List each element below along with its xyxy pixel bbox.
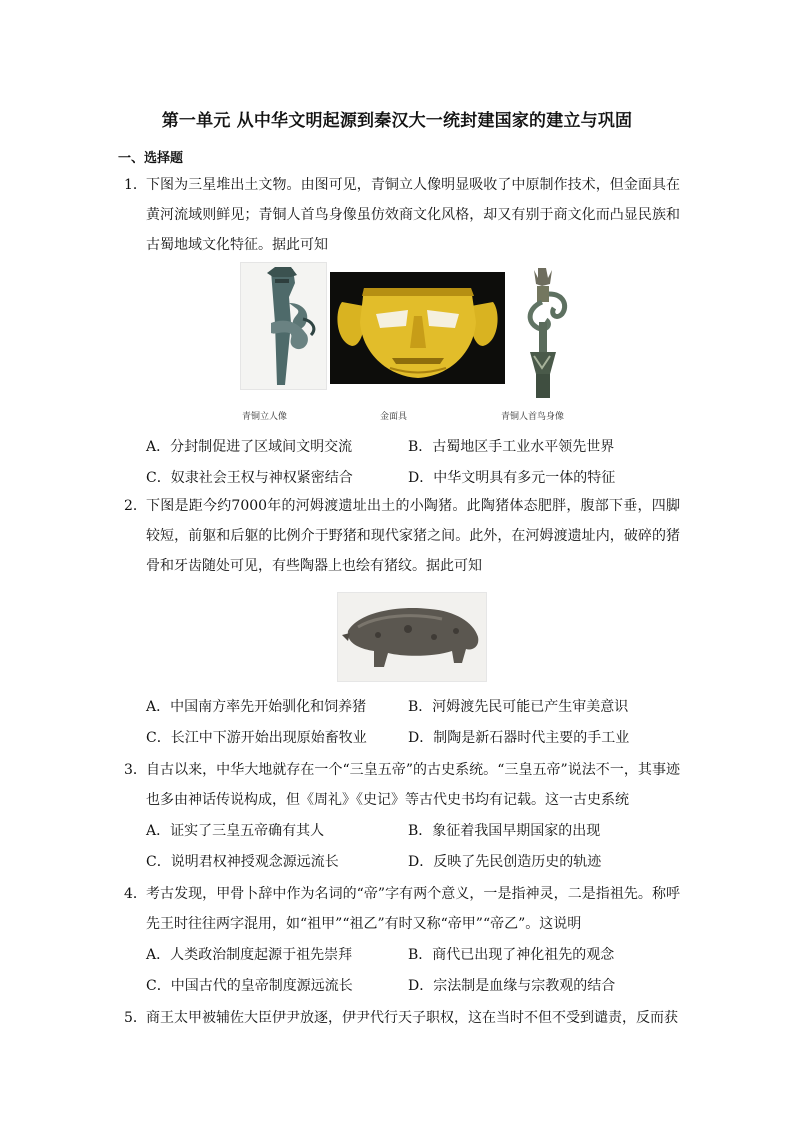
option-b[interactable]: B．河姆渡先民可能已产生审美意识 xyxy=(408,699,629,715)
question-stem: 考古发现，甲骨卜辞中作为名词的“帝”字有两个意义，一是指神灵，二是指祖先。称呼先王时往往两字混用，如“祖甲”“祖乙”有时又称“帝甲”“帝乙”。这说明 xyxy=(146,886,680,932)
option-a[interactable]: A．分封制促进了区域间文明交流 xyxy=(146,439,353,455)
figure-caption: 青铜立人像 xyxy=(242,412,288,422)
option-a[interactable]: A．人类政治制度起源于祖先崇拜 xyxy=(146,947,353,963)
option-d[interactable]: D．反映了先民创造历史的轨迹 xyxy=(408,854,602,870)
option-b[interactable]: B．象征着我国早期国家的出现 xyxy=(408,823,601,839)
question-stem: 商王太甲被辅佐大臣伊尹放逐，伊尹代行天子职权，这在当时不但不受到谴责，反而获 xyxy=(146,1010,678,1026)
question-stem: 下图为三星堆出土文物。由图可见，青铜立人像明显吸收了中原制作技术，但金面具在黄河流域则鲜见；青铜人首鸟身像虽仿效商文化风格，却又有别于商文化而凸显民族和古蜀地域文化特征。据此可知 xyxy=(146,177,680,253)
question-number: 5． xyxy=(124,1010,147,1026)
option-d[interactable]: D．中华文明具有多元一体的特征 xyxy=(408,470,616,486)
figure-caption: 金面具 xyxy=(380,412,408,422)
option-c[interactable]: C．说明君权神授观念源远流长 xyxy=(146,854,339,870)
section-heading: 一、选择题 xyxy=(118,151,184,166)
question-2 xyxy=(124,491,680,581)
question-number: 3． xyxy=(124,762,147,778)
option-b[interactable]: B．古蜀地区手工业水平领先世界 xyxy=(408,439,615,455)
option-d[interactable]: D．制陶是新石器时代主要的手工业 xyxy=(408,730,630,746)
question-number: 2． xyxy=(124,498,147,514)
question-number: 1． xyxy=(124,177,147,193)
bronze-standing-figure-photo xyxy=(240,262,327,390)
gold-mask-photo xyxy=(330,272,505,384)
option-a[interactable]: A．中国南方率先开始驯化和饲养猪 xyxy=(146,699,367,715)
question-stem: 下图是距今约7000年的河姆渡遗址出土的小陶猪。此陶猪体态肥胖，腹部下垂，四脚较短，前躯和后躯的比例介于野猪和现代家猪之间。此外，在河姆渡遗址内，破碎的猪骨和牙齿随处可见，有些陶器上也绘有猪纹。据此可知 xyxy=(146,498,680,574)
question-5 xyxy=(124,1003,680,1033)
question-4 xyxy=(124,879,680,939)
option-c[interactable]: C．奴隶社会王权与神权紧密结合 xyxy=(146,470,353,486)
question-3 xyxy=(124,755,680,815)
bronze-bird-figure-photo xyxy=(512,264,574,402)
question-number: 4． xyxy=(124,886,147,902)
pottery-pig-photo xyxy=(337,592,487,682)
option-c[interactable]: C．长江中下游开始出现原始畜牧业 xyxy=(146,730,367,746)
figure-caption: 青铜人首鸟身像 xyxy=(501,412,565,422)
option-c[interactable]: C．中国古代的皇帝制度源远流长 xyxy=(146,978,353,994)
question-stem: 自古以来，中华大地就存在一个“三皇五帝”的古史系统。“三皇五帝”说法不一，其事迹也多由神话传说构成，但《周礼》《史记》等古代史书均有记载。这一古史系统 xyxy=(146,762,680,808)
question-1 xyxy=(124,170,680,260)
page-title: 第一单元 从中华文明起源到秦汉大一统封建国家的建立与巩固 xyxy=(161,111,633,131)
option-a[interactable]: A．证实了三皇五帝确有其人 xyxy=(146,823,325,839)
option-b[interactable]: B．商代已出现了神化祖先的观念 xyxy=(408,947,615,963)
option-d[interactable]: D．宗法制是血缘与宗教观的结合 xyxy=(408,978,616,994)
